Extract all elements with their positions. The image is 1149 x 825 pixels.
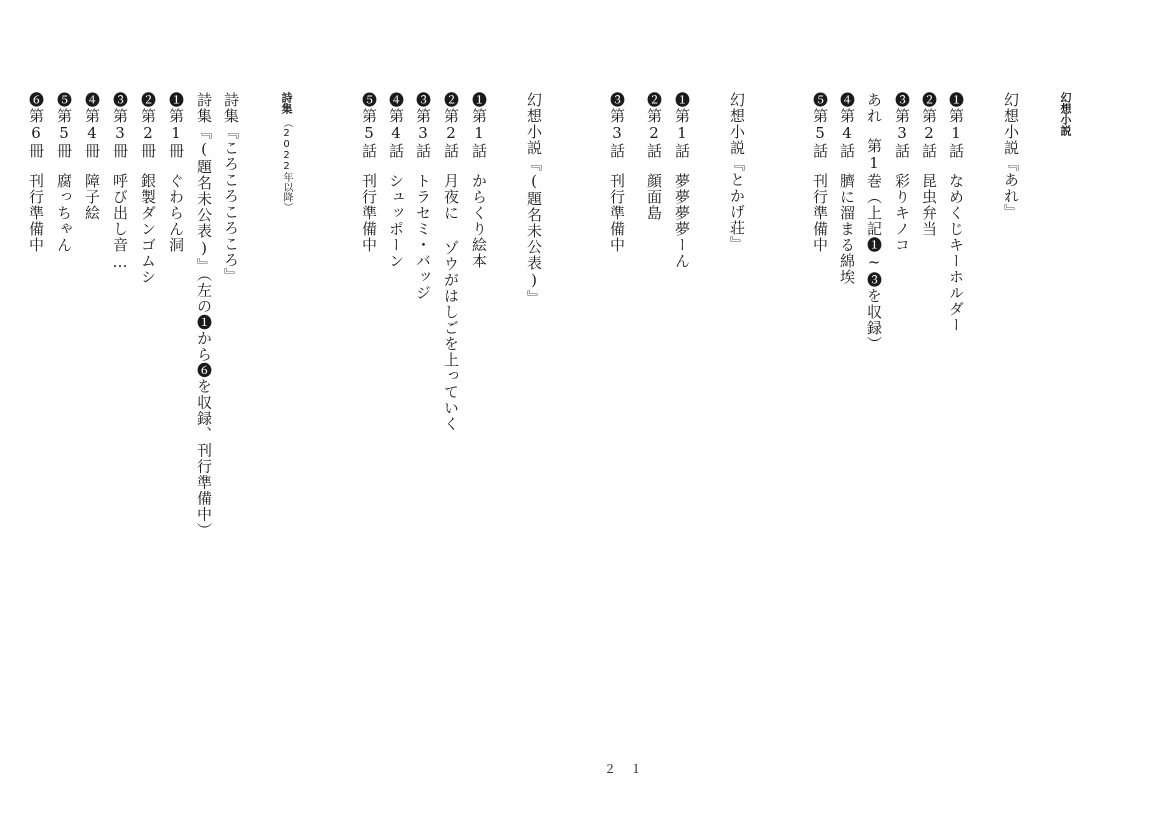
item-label: ❺第5話 — [811, 92, 829, 159]
item-label: ❺第5冊 — [55, 92, 73, 159]
item-label: あれ — [865, 92, 883, 124]
item-label: ❸第3話 — [608, 92, 626, 159]
list-item — [168, 92, 183, 253]
list-item — [948, 92, 963, 333]
heading-text: 幻想小説 — [1059, 92, 1072, 136]
item-label: ❺第5話 — [360, 92, 378, 159]
item-text: 銀製ダンゴムシ — [139, 173, 157, 285]
item-label: ❹第4話 — [838, 92, 856, 159]
list-item — [56, 92, 71, 253]
item-label: ❷第2冊 — [139, 92, 157, 159]
list-item — [812, 92, 827, 253]
list-item — [674, 92, 689, 269]
heading-text: 詩集 — [280, 92, 293, 114]
item-text: ぐわらん洞 — [167, 173, 185, 253]
list-item — [471, 92, 486, 269]
item-label: ❷第2話 — [442, 92, 460, 159]
list-item — [921, 92, 936, 237]
list-item — [388, 92, 403, 269]
item-label: ❷第2話 — [645, 92, 663, 159]
series-title-tokage: 幻想小説『とかげ荘』 — [728, 92, 746, 252]
item-text: 刊行準備中 — [811, 173, 829, 253]
series-title-are: 幻想小説『あれ』 — [1002, 92, 1020, 220]
item-text: トラセミ・バッジ — [414, 173, 432, 301]
section-heading-fantasy — [1060, 92, 1071, 136]
list-item — [84, 92, 99, 221]
item-label: ❶第1話 — [470, 92, 488, 159]
item-text: 第1巻（上記❶~❸を収録） — [865, 138, 883, 352]
item-label: ❷第2話 — [920, 92, 938, 159]
list-item — [646, 92, 661, 221]
item-text: なめくじキーホルダー — [947, 173, 965, 333]
item-text: 刊行準備中 — [608, 173, 626, 253]
item-text: 腐っちゃん — [55, 173, 73, 253]
list-item — [839, 92, 854, 285]
item-text: 顔面島 — [645, 173, 663, 221]
poetry-title-1: 詩集『ころころころころ』 — [222, 92, 240, 284]
item-label: ❹第4冊 — [83, 92, 101, 159]
item-text: 呼び出し音… — [111, 173, 129, 272]
list-item — [112, 92, 127, 272]
list-item — [866, 92, 881, 352]
item-label: ❹第4話 — [387, 92, 405, 159]
section-heading-poetry — [281, 92, 292, 212]
item-text: 刊行準備中 — [27, 173, 45, 253]
list-item — [609, 92, 624, 253]
item-text: シュッポーン — [387, 173, 405, 269]
series-title-untitled: 幻想小説『(題名未公表)』 — [525, 92, 543, 306]
list-item — [28, 92, 43, 253]
item-label: ❸第3冊 — [111, 92, 129, 159]
item-text: 夢夢夢夢ーん — [673, 173, 691, 269]
item-label: ❻第6冊 — [27, 92, 45, 159]
item-label: ❸第3話 — [893, 92, 911, 159]
item-text: 臍に溜まる綿埃 — [838, 173, 856, 285]
item-text: 彩りキノコ — [893, 173, 911, 253]
item-label: ❶第1冊 — [167, 92, 185, 159]
page-number: ２１ — [603, 762, 656, 776]
item-label: ❶第1話 — [673, 92, 691, 159]
list-item — [894, 92, 909, 253]
list-item — [361, 92, 376, 253]
list-item — [140, 92, 155, 285]
item-label: ❶第1話 — [947, 92, 965, 159]
poetry-title-2: 詩集『(題名未公表)』（左の❶から❻を収録、刊行準備中） — [195, 92, 213, 539]
item-label: ❸第3話 — [414, 92, 432, 159]
list-item — [415, 92, 430, 301]
list-item — [443, 92, 458, 432]
item-text: 月夜に ゾウがはしごを上っていく — [442, 173, 460, 432]
item-text: 刊行準備中 — [360, 173, 378, 253]
item-text: 障子絵 — [83, 173, 101, 221]
item-text: からくり絵本 — [470, 173, 488, 269]
item-text: 昆虫弁当 — [920, 173, 938, 237]
heading-note: （2022年以降） — [281, 118, 292, 212]
